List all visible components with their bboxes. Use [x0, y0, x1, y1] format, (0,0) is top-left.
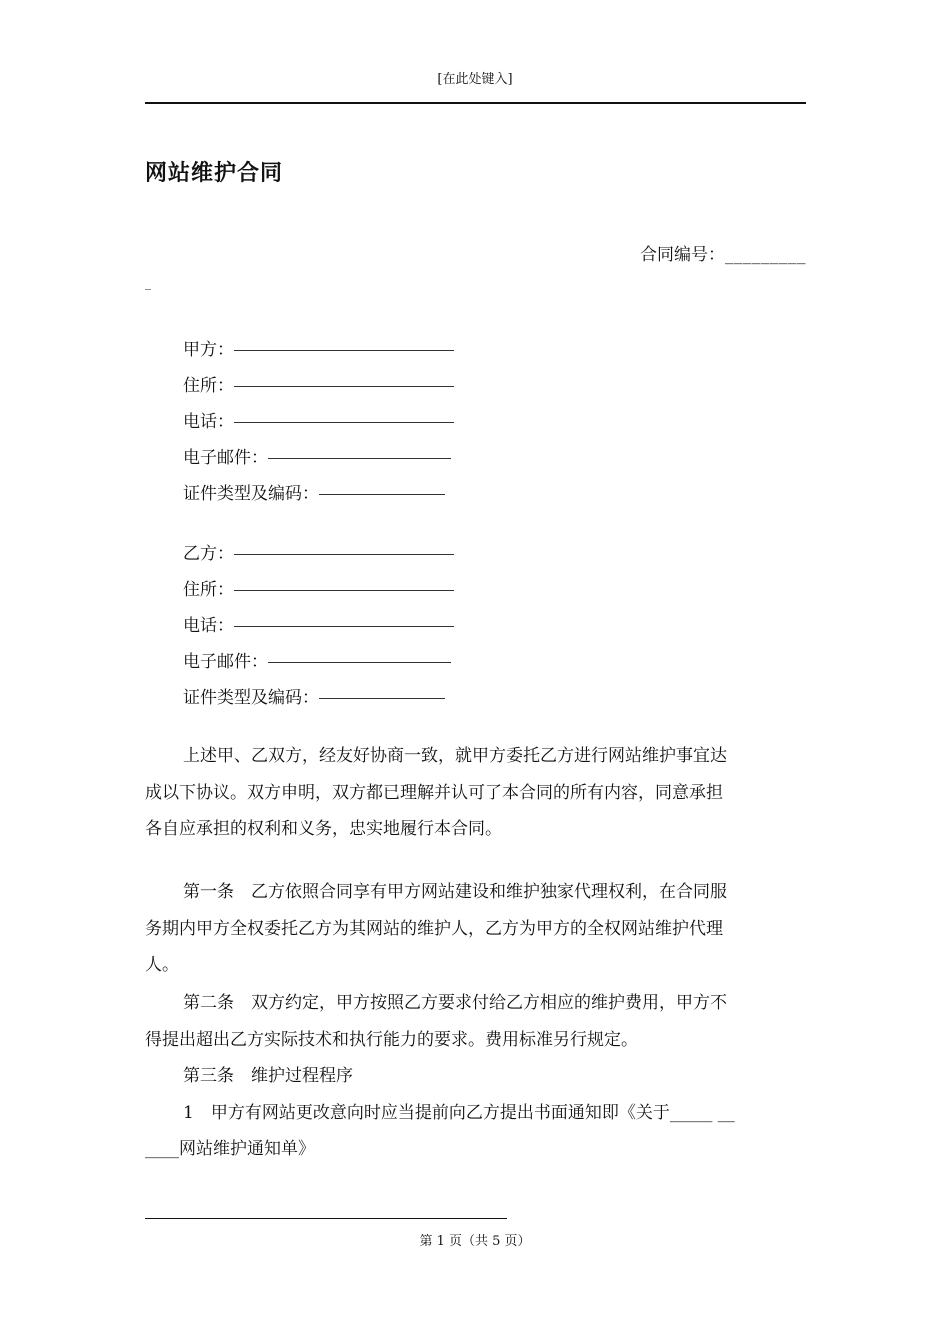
party-b-name-row: [183, 536, 454, 572]
header-divider: [145, 102, 806, 104]
party-b-block: [183, 536, 454, 716]
fill-blank: [319, 698, 445, 699]
text-line: 成以下协议。双方申明，双方都已理解并认可了本合同的所有内容，同意承担: [145, 782, 723, 803]
text-line: 第一条 乙方依照合同享有甲方网站建设和维护独家代理权利，在合同服: [183, 882, 727, 902]
fill-blank: [234, 554, 454, 555]
party-b-address-row: [183, 572, 454, 608]
text-line: 务期内甲方全权委托乙方为其网站的维护人，乙方为甲方的全权网站维护代理: [145, 918, 723, 939]
field-label: 证件类型及编码：: [183, 688, 319, 708]
article-heading: 第三条 维护过程程序: [183, 1066, 353, 1086]
field-label: 电话：: [183, 616, 234, 636]
contract-number-blank: _________: [725, 245, 806, 265]
intro-paragraph: [145, 738, 806, 848]
contract-number-tail: _: [145, 276, 151, 290]
party-a-block: [183, 332, 454, 512]
text-line: 第二条 双方约定，甲方按照乙方要求付给乙方相应的维护费用，甲方不: [183, 993, 727, 1013]
text-line: 得提出超出乙方实际技术和执行能力的要求。费用标准另行规定。: [145, 1029, 638, 1050]
party-a-name-row: [183, 332, 454, 368]
field-label: 证件类型及编码：: [183, 484, 319, 504]
fill-blank: [268, 662, 451, 663]
article-3: [145, 1058, 806, 1168]
fill-blank: [234, 626, 454, 627]
field-label: 甲方：: [183, 340, 234, 360]
field-label: 电话：: [183, 412, 234, 432]
fill-blank: [234, 350, 454, 351]
article-2: [145, 985, 806, 1058]
text-line: 上述甲、乙双方，经友好协商一致，就甲方委托乙方进行网站维护事宜达: [183, 746, 727, 766]
page-header: [在此处键入]: [437, 72, 513, 87]
party-a-phone-row: [183, 404, 454, 440]
fill-blank: [234, 386, 454, 387]
contract-number: [640, 240, 806, 265]
page-number: 第 1 页（共 5 页）: [419, 1234, 531, 1249]
fill-blank: [319, 494, 445, 495]
party-a-id-row: [183, 476, 454, 512]
text-line: ____网站维护通知单》: [145, 1139, 315, 1159]
text-line: 1 甲方有网站更改意向时应当提前向乙方提出书面通知即《关于_____ __: [183, 1102, 735, 1123]
text-line: 人。: [145, 955, 179, 975]
party-b-phone-row: [183, 608, 454, 644]
party-a-email-row: [183, 440, 454, 476]
party-b-email-row: [183, 644, 454, 680]
fill-blank: [268, 458, 451, 459]
fill-blank: [234, 590, 454, 591]
field-label: 电子邮件：: [183, 448, 268, 468]
field-label: 住所：: [183, 580, 234, 600]
fill-blank: [234, 422, 454, 423]
footer-divider: [145, 1218, 507, 1219]
text-line: 各自应承担的权利和义务，忠实地履行本合同。: [145, 819, 502, 839]
field-label: 电子邮件：: [183, 652, 268, 672]
document-title: 网站维护合同: [145, 160, 284, 186]
field-label: 乙方：: [183, 544, 234, 564]
party-a-address-row: [183, 368, 454, 404]
party-b-id-row: [183, 680, 454, 716]
field-label: 住所：: [183, 376, 234, 396]
contract-number-label: 合同编号：: [640, 245, 725, 265]
article-1: [145, 874, 806, 984]
